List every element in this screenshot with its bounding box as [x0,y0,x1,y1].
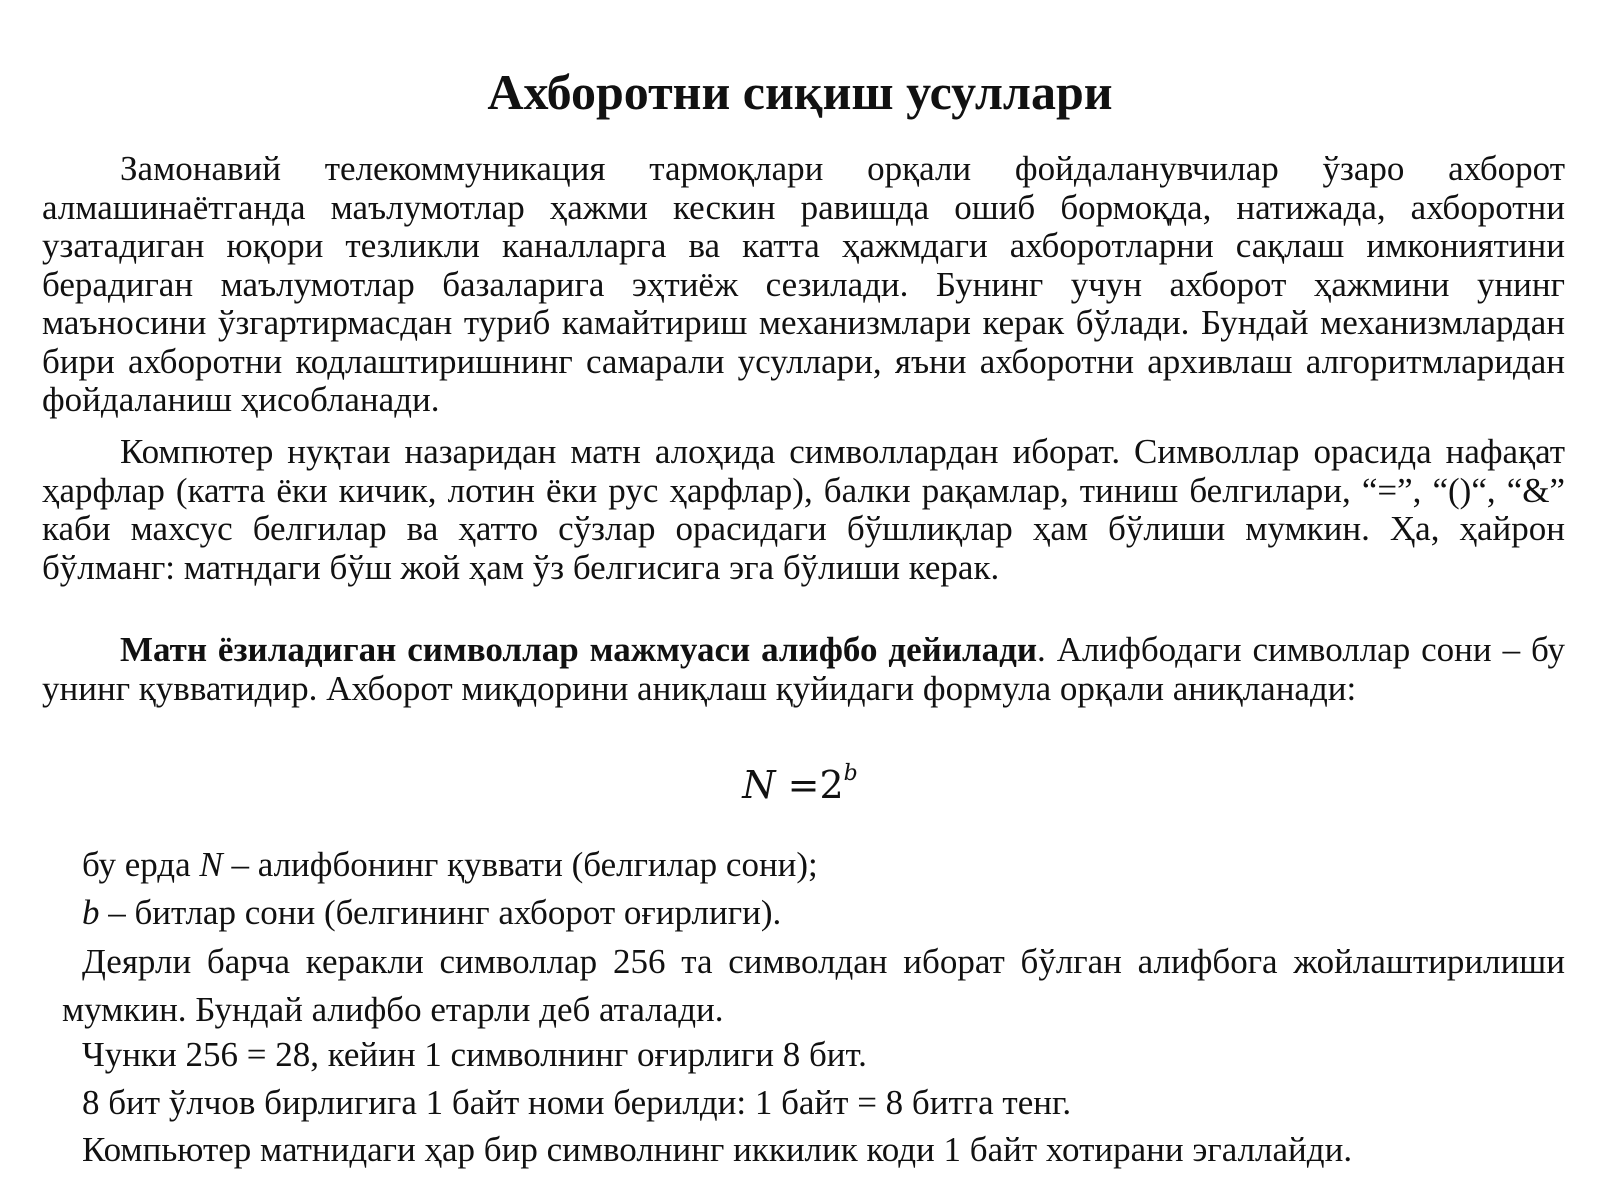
paragraph-alphabet [42,631,1565,708]
definition-n-prefix: бу ерда [82,845,200,884]
definition-n-var: N [199,845,223,884]
formula [0,752,1600,807]
paragraph-symbols: Компютер нуқтаи назаридан матн алоҳида символлардан иборат. Символлар орасида нафақат ҳарфлар (катта ёки кичик, лотин ёки рус ҳарфлар), балки рақамлар, тиниш белгилари, “=”, “()“, “&” каби махсус белгилар ва ҳатто сўзлар орасидаги бўшлиқлар ҳам бўлиши мумкин. Ҳа, ҳайрон бўлманг: матндаги бўш жой ҳам ўз белгисига эга бўлиши керак. [42,432,1565,587]
line-because: Чунки 256 = 28, кейин 1 символнинг оғирлиги 8 бит. [82,1035,867,1074]
alphabet-definition: Матн ёзиладиган символлар мажмуаси алифбо дейилади [120,630,1037,669]
definition-b-var: b [82,893,100,932]
definition-n [82,843,818,887]
formula-exponent: b [843,761,858,786]
paragraph-intro: Замонавий телекоммуникация тармоқлари орқали фойдаланувчилар ўзаро ахборот алмашинаётганда маълумотлар ҳажми кескин равишда ошиб бормоқда, натижада, ахборотни узатадиган юқори тезликли каналларга ва катта ҳажмдаги ахборотларни сақлаш имкониятини берадиган маълумотлар базаларига эҳтиёж сезилади. Бунинг учун ахборот ҳажмини унинг маъносини ўзгартирмасдан туриб камайтириш механизмлари керак бўлади. Бундай механизмлардан бири ахборотни кодлаштиришнинг самарали усуллари, яъни ахборотни архивлаш алгоритмларидан фойдаланиш ҳисобланади. [42,149,1565,419]
paragraph-256: Деярли барча керакли символлар 256 та символдан иборат бўлган алифбога жойлаштирилиши мумкин. Бундай алифбо етарли деб аталади. [62,942,1565,1029]
definition-b [82,891,781,935]
page-title: Ахборотни сиқиш усуллари [487,64,1113,120]
definition-n-text: – алифбонинг қуввати (белгилар сони); [222,845,818,884]
definition-b-text: – битлар сони (белгининг ахборот оғирлиги). [99,893,782,932]
alphabet-description: . Алифбодаги символлар сони – бу унинг қувватидир. Ахборот миқдорини аниқлаш қуйидаги формула орқали аниқланади: [42,630,1565,708]
line-byte: 8 бит ўлчов бирлигига 1 байт номи берилди: 1 байт = 8 битга тенг. [82,1083,1072,1122]
formula-operator: = [775,763,820,807]
formula-lhs: N [742,763,776,807]
line-computer: Компьютер матнидаги ҳар бир символнинг иккилик коди 1 байт хотирани эгаллайди. [82,1130,1353,1169]
formula-base: 2 [819,763,844,807]
